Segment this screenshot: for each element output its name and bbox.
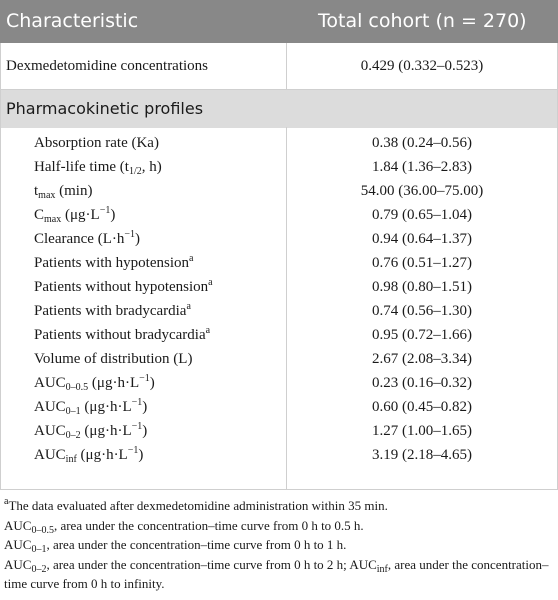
row-value: 0.98 (0.80–1.51) (372, 279, 472, 295)
row-label: $AUC_{0-2}$ $(\mu g\cdot h\cdot L^{-1})$ (34, 421, 148, 441)
table-row (0, 203, 558, 227)
row-label: Patients without hypotension$^a$ (34, 277, 213, 295)
table-row (0, 443, 558, 467)
row-label: Volume of distribution (L) (34, 351, 193, 367)
table-border-bottom (0, 489, 558, 490)
row-label: $t_{max}$ (min) (34, 183, 93, 201)
footnote-auc-0-2: $AUC_{0-2}$, area under the concentration–time curve from 0 h to 2 h; $AUC_{inf}$, area under the concentration–time curve from 0 h to infinity. (4, 556, 549, 591)
row-label: $C_{max}$ $(\mu g\cdot L^{-1})$ (34, 205, 116, 225)
row-label: $AUC_{inf}$ $(\mu g\cdot h\cdot L^{-1})$ (34, 445, 144, 465)
footnote-auc-0-1: $AUC_{0-1}$, area under the concentration–time curve from 0 h to 1 h. (4, 537, 347, 555)
row-label: $AUC_{0-0.5}$ $(\mu g\cdot h\cdot L^{-1})$ (34, 373, 155, 393)
header-characteristic: Characteristic (6, 10, 139, 32)
row-label: $AUC_{0-1}$ $(\mu g\cdot h\cdot L^{-1})$ (34, 397, 148, 417)
table-row (0, 179, 558, 203)
row-value: 0.429 (0.332–0.523) (360, 58, 484, 74)
table-row (0, 155, 558, 179)
table-border-left (0, 43, 1, 489)
table-row (0, 419, 558, 443)
column-divider (286, 127, 287, 489)
table-row (0, 395, 558, 419)
table-header (0, 0, 558, 43)
table-body (0, 128, 558, 467)
section-title: Pharmacokinetic profiles (0, 90, 558, 128)
row-label: Dexmedetomidine concentrations (6, 58, 209, 74)
row-label: Half-life time ($t_{1/2}$, h) (34, 159, 162, 177)
table-row (0, 323, 558, 347)
row-label: Absorption rate (Ka) (34, 135, 159, 151)
row-label: Patients with bradycardia$^a$ (34, 301, 191, 319)
row-label: Patients without bradycardia$^a$ (34, 325, 211, 343)
row-value: 0.74 (0.56–1.30) (372, 303, 472, 319)
row-label: Clearance $(L\cdot h^{-1})$ (34, 229, 140, 247)
row-value: 0.38 (0.24–0.56) (372, 135, 472, 151)
table-row (0, 251, 558, 275)
table-row-dexmedetomidine (0, 43, 558, 90)
table-row (0, 131, 558, 155)
row-value: 0.79 (0.65–1.04) (372, 207, 472, 223)
row-value: 1.27 (1.00–1.65) (372, 423, 472, 439)
row-value: 0.23 (0.16–0.32) (372, 375, 472, 391)
footnote-a: $^a$The data evaluated after dexmedetomidine administration within 35 min. (4, 496, 388, 513)
row-value: 0.60 (0.45–0.82) (372, 399, 472, 415)
table-row (0, 371, 558, 395)
row-value: 0.76 (0.51–1.27) (372, 255, 472, 271)
table-footnotes (4, 496, 554, 594)
table-row (0, 275, 558, 299)
row-value: 0.94 (0.64–1.37) (372, 231, 472, 247)
column-divider (286, 43, 287, 89)
row-value: 1.84 (1.36–2.83) (372, 159, 472, 175)
table-row (0, 227, 558, 251)
row-value: 2.67 (2.08–3.34) (372, 351, 472, 367)
row-value: 54.00 (36.00–75.00) (360, 183, 484, 199)
table-row (0, 347, 558, 371)
row-value: 3.19 (2.18–4.65) (372, 447, 472, 463)
footnote-auc-0-05: $AUC_{0-0.5}$, area under the concentration–time curve from 0 h to 0.5 h. (4, 517, 364, 536)
row-value: 0.95 (0.72–1.66) (372, 327, 472, 343)
header-total-cohort: Total cohort (n = 270) (318, 10, 527, 32)
row-label: Patients with hypotension$^a$ (34, 253, 194, 271)
table-row (0, 299, 558, 323)
